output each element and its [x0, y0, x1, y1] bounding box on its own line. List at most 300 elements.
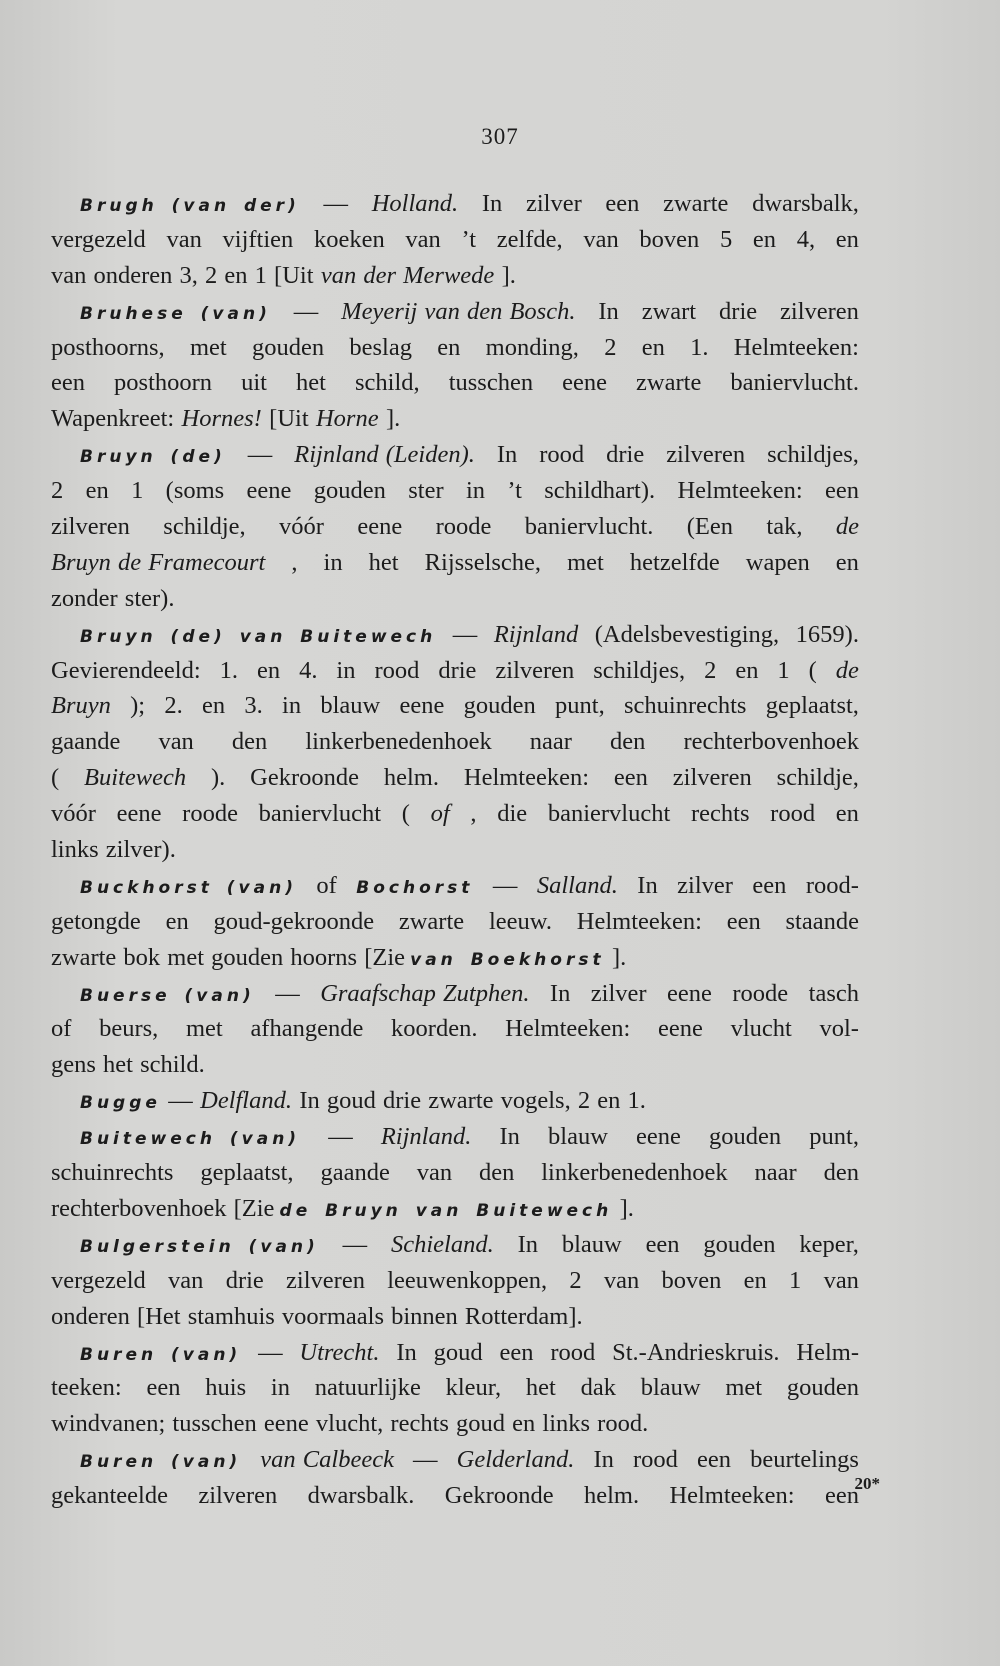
text-segment: van: [168, 1266, 204, 1294]
entry-name: Buckhorst (van): [80, 877, 297, 898]
text-segment: een: [752, 871, 787, 899]
text-segment: schuinrechts: [624, 692, 747, 720]
text-segment: boven: [661, 1266, 722, 1294]
text-line: [51, 617, 859, 653]
text-segment: met: [186, 1015, 223, 1043]
text-segment: In: [481, 190, 503, 217]
text-segment: Helmteeken:: [677, 477, 803, 505]
text-segment: vlucht: [730, 1015, 792, 1043]
text-segment: ,: [291, 548, 298, 576]
text-line: [51, 976, 859, 1012]
text-segment: zilveren: [51, 513, 130, 541]
text-segment: eene: [357, 513, 403, 541]
text-segment: eene: [399, 692, 445, 720]
text-segment: rechterbovenhoek: [683, 728, 859, 756]
text-segment: van onderen 3, 2 en 1 [Uit: [51, 261, 314, 289]
signature-mark: 20*: [854, 1474, 880, 1493]
text-segment: van: [603, 1266, 640, 1294]
italic-text: de: [835, 513, 859, 541]
text-segment: staande: [785, 907, 859, 935]
text-segment: baniervlucht: [547, 800, 671, 828]
text-segment: ].: [501, 261, 516, 289]
text-segment: blauw: [320, 692, 381, 720]
text-segment: van: [405, 225, 441, 253]
text-segment: rood-: [805, 871, 859, 899]
text-segment: 2: [51, 477, 64, 505]
text-segment: dak: [580, 1374, 616, 1402]
text-segment: goud-gekroonde: [213, 907, 375, 935]
text-segment: rechterbovenhoek [Zie: [51, 1194, 275, 1222]
text-line: [51, 1263, 859, 1299]
text-line: [51, 760, 859, 796]
text-segment: Gekroonde: [250, 764, 359, 792]
text-segment: het: [368, 548, 399, 576]
text-segment: blauw: [640, 1374, 701, 1402]
text-segment: en: [437, 333, 461, 361]
text-segment: —: [323, 190, 349, 217]
text-segment: den: [610, 728, 646, 756]
text-segment: Helmteeken:: [576, 907, 702, 935]
entry-name: Bugge: [80, 1093, 161, 1114]
text-segment: —: [247, 441, 273, 469]
text-segment: linkerbenedenhoek: [305, 728, 492, 756]
text-segment: monding,: [485, 333, 579, 361]
text-segment: —: [492, 871, 518, 899]
text-segment: baniervlucht: [258, 800, 382, 828]
text-segment: gouden: [786, 1374, 859, 1402]
text-segment: rood: [550, 1338, 596, 1366]
text-segment: windvanen; tusschen eene vlucht, rechts goud en links rood.: [51, 1410, 649, 1438]
text-segment: (Adelsbevestiging,: [594, 620, 780, 648]
italic-text: Holland.: [371, 190, 459, 217]
text-segment: In: [637, 871, 658, 899]
text-line: [51, 1011, 859, 1047]
text-segment: rood: [539, 441, 585, 469]
text-line: [51, 1155, 859, 1191]
text-segment: zonder ster).: [51, 584, 175, 612]
italic-text: Schieland.: [390, 1230, 494, 1258]
text-segment: zilveren: [495, 656, 575, 684]
text-segment: tusschen: [448, 369, 534, 397]
italic-text: Buitewech: [84, 764, 187, 792]
text-segment: —: [168, 1087, 193, 1115]
text-segment: In: [499, 1123, 520, 1151]
italic-text: Rijnland.: [380, 1123, 472, 1151]
text-segment: in: [282, 692, 302, 720]
text-segment: (: [51, 764, 60, 792]
body-text: [51, 186, 859, 1514]
text-segment: —: [452, 620, 478, 648]
entry-name: de Bruyn van Buitewech: [279, 1200, 613, 1221]
text-segment: en: [735, 656, 759, 684]
text-line: [51, 653, 859, 689]
italic-text: Salland.: [536, 871, 618, 899]
text-segment: (soms: [165, 477, 225, 505]
text-line: [51, 904, 859, 940]
text-segment: van: [416, 1159, 453, 1187]
entry-name: Brugh (van der): [80, 196, 300, 216]
text-segment: in: [323, 548, 343, 576]
text-segment: geplaatst,: [765, 692, 859, 720]
text-segment: Helmteeken:: [505, 1015, 631, 1043]
text-segment: ).: [210, 764, 226, 792]
text-segment: en: [835, 800, 859, 828]
italic-text: Bruyn de Framecourt: [51, 548, 266, 576]
text-segment: tasch: [808, 979, 859, 1007]
text-segment: den: [231, 728, 268, 756]
text-segment: zelfde,: [496, 225, 563, 253]
text-segment: rood: [770, 800, 816, 828]
text-segment: In: [396, 1338, 417, 1366]
text-segment: Gekroonde: [444, 1482, 554, 1510]
text-segment: links zilver).: [51, 836, 176, 864]
text-segment: 1: [131, 477, 144, 505]
text-segment: beurs,: [99, 1015, 159, 1043]
text-segment: gens het schild.: [51, 1051, 205, 1079]
text-segment: 2: [704, 656, 717, 684]
text-line: [51, 832, 859, 868]
italic-text: Delfland.: [200, 1087, 292, 1115]
text-segment: naar: [529, 728, 572, 756]
text-segment: en: [85, 477, 109, 505]
text-line: [51, 1191, 859, 1227]
text-line: [51, 401, 859, 437]
text-segment: boven: [639, 225, 700, 253]
text-segment: blauw: [548, 1123, 608, 1151]
italic-text: Rijnland (Leiden).: [294, 441, 475, 469]
text-segment: leeuw.: [488, 907, 552, 935]
italic-text: Horne: [315, 405, 379, 433]
text-segment: 1.: [690, 333, 709, 361]
text-segment: in: [270, 1374, 290, 1402]
text-segment: in: [465, 477, 486, 505]
text-segment: afhangende: [250, 1015, 364, 1043]
text-segment: —: [413, 1446, 438, 1474]
text-segment: 3.: [244, 692, 263, 720]
text-segment: vóór: [279, 513, 324, 541]
text-segment: 1659).: [795, 620, 859, 648]
text-segment: schuinrechts: [51, 1159, 174, 1187]
text-segment: het: [525, 1374, 556, 1402]
text-segment: gaande: [320, 1159, 390, 1187]
text-line: [51, 437, 859, 473]
text-line: [51, 1047, 859, 1083]
text-segment: het: [296, 369, 326, 397]
italic-text: Meyerij van den Bosch.: [341, 297, 576, 325]
text-segment: met: [189, 333, 227, 361]
italic-text: Bruyn: [51, 692, 111, 720]
italic-text: Hornes!: [181, 405, 262, 433]
text-segment: schildje,: [776, 764, 859, 792]
text-segment: een: [726, 907, 761, 935]
text-segment: schildjes,: [767, 441, 859, 469]
text-segment: drie: [719, 297, 758, 325]
text-line: [51, 688, 859, 724]
text-segment: keper,: [799, 1230, 859, 1258]
text-segment: Helmteeken:: [463, 764, 590, 792]
text-segment: een: [605, 190, 640, 217]
text-segment: getongde: [51, 907, 141, 935]
text-segment: vol-: [819, 1015, 859, 1043]
text-segment: schildje,: [163, 513, 246, 541]
text-segment: ’t: [461, 225, 477, 253]
entry-name: Buren (van): [80, 1344, 242, 1365]
text-segment: naar: [754, 1159, 797, 1187]
text-segment: zilveren: [198, 1482, 278, 1510]
text-segment: gouden: [703, 1230, 776, 1258]
text-segment: helm.: [583, 1482, 640, 1510]
text-segment: en: [165, 907, 189, 935]
text-segment: dwarsbalk.: [307, 1482, 415, 1510]
text-line: [51, 294, 859, 330]
text-segment: wapen: [745, 548, 810, 576]
text-segment: 4.: [299, 656, 318, 684]
text-segment: roode: [435, 513, 492, 541]
text-segment: [Uit: [269, 405, 309, 433]
text-segment: teeken:: [51, 1374, 122, 1402]
italic-text: Gelderland.: [456, 1446, 575, 1474]
text-segment: zwarte: [398, 907, 465, 935]
text-line: [51, 330, 859, 366]
text-segment: dwarsbalk,: [752, 190, 859, 217]
text-segment: St.-Andrieskruis.: [612, 1338, 780, 1366]
text-segment: In: [496, 441, 518, 469]
text-segment: zwarte: [636, 369, 702, 397]
text-segment: zilveren: [672, 764, 752, 792]
text-segment: een: [645, 1230, 680, 1258]
text-segment: schildjes,: [593, 656, 686, 684]
text-segment: In goud drie zwarte vogels, 2 en 1.: [299, 1087, 646, 1115]
text-segment: baniervlucht.: [524, 513, 654, 541]
text-line: [51, 258, 859, 294]
text-segment: —: [328, 1123, 353, 1151]
text-segment: ,: [470, 800, 477, 828]
text-segment: rechts: [690, 800, 750, 828]
text-segment: drie: [225, 1266, 264, 1294]
text-segment: zwarte bok met gouden hoorns [Zie: [51, 943, 406, 971]
text-segment: 5: [719, 225, 733, 253]
text-segment: roode: [182, 800, 238, 828]
text-segment: posthoorns,: [51, 333, 165, 361]
text-segment: In: [517, 1230, 538, 1258]
text-segment: ].: [619, 1194, 634, 1222]
text-segment: rood: [632, 1446, 678, 1474]
text-segment: zilveren: [286, 1266, 365, 1294]
text-segment: en: [835, 225, 859, 253]
text-segment: uit: [241, 369, 267, 397]
text-segment: helm.: [383, 764, 439, 792]
page-number: 307: [481, 124, 519, 149]
text-line: [51, 1299, 859, 1335]
italic-text: Utrecht.: [299, 1338, 380, 1366]
text-segment: In: [549, 979, 571, 1007]
text-segment: hetzelfde: [629, 548, 720, 576]
italic-text: Rijnland: [493, 620, 579, 648]
text-line: [51, 1478, 859, 1514]
text-line: [51, 186, 859, 222]
text-line: [51, 1227, 859, 1263]
text-line: [51, 796, 859, 832]
text-segment: Helm-: [796, 1338, 859, 1366]
text-segment: (: [401, 800, 410, 828]
text-segment: Helmteeken:: [669, 1482, 795, 1510]
text-line: [51, 1442, 859, 1478]
text-line: [51, 222, 859, 258]
text-segment: ster: [408, 477, 444, 505]
text-segment: drie: [438, 656, 477, 684]
text-line: [51, 1406, 859, 1442]
text-segment: die: [497, 800, 528, 828]
text-segment: blauw: [561, 1230, 622, 1258]
text-segment: Helmteeken:: [733, 333, 859, 361]
text-segment: baniervlucht.: [730, 369, 859, 397]
text-segment: gouden: [463, 692, 536, 720]
text-segment: leeuwenkoppen,: [387, 1266, 548, 1294]
text-segment: en: [835, 548, 859, 576]
text-segment: 1: [789, 1266, 802, 1294]
text-segment: een: [696, 1446, 731, 1474]
text-segment: 2: [569, 1266, 582, 1294]
text-segment: en: [752, 225, 777, 253]
text-segment: —: [342, 1230, 368, 1258]
text-segment: gaande: [51, 728, 121, 756]
text-segment: natuurlijke: [314, 1374, 421, 1402]
text-segment: gouden: [709, 1123, 782, 1151]
text-segment: (Een: [686, 513, 734, 541]
text-segment: 4,: [796, 225, 816, 253]
entry-name: Bruhese (van): [80, 303, 271, 324]
text-segment: een: [825, 477, 859, 505]
text-segment: of: [316, 871, 337, 899]
text-segment: eene: [562, 369, 607, 397]
text-segment: zilver: [590, 979, 647, 1007]
text-segment: eene: [658, 1015, 703, 1043]
text-segment: schild,: [355, 369, 420, 397]
text-segment: —: [293, 297, 319, 325]
text-segment: een: [146, 1374, 181, 1402]
entry-name: Bruyn (de) van Buitewech: [80, 626, 437, 647]
italic-text: van Calbeeck: [260, 1446, 394, 1474]
text-line: [51, 473, 859, 509]
text-segment: onderen [Het stamhuis voormaals binnen Rotterdam].: [51, 1302, 583, 1330]
text-line: [51, 868, 859, 904]
text-segment: met: [567, 548, 604, 576]
text-segment: een: [499, 1338, 534, 1366]
text-segment: met: [725, 1374, 763, 1402]
text-line: [51, 1119, 859, 1155]
text-segment: van: [166, 225, 202, 253]
text-segment: zilver: [525, 190, 582, 217]
text-line: [51, 545, 859, 581]
text-segment: tak,: [766, 513, 803, 541]
text-line: [51, 365, 859, 401]
italic-text: de: [835, 656, 859, 684]
text-segment: een: [824, 1482, 859, 1510]
text-segment: huis: [205, 1374, 247, 1402]
text-segment: rood: [374, 656, 420, 684]
text-segment: koorden.: [391, 1015, 478, 1043]
text-segment: van: [823, 1266, 859, 1294]
entry-name: Bochorst: [356, 877, 474, 898]
text-segment: roode: [732, 979, 789, 1007]
text-segment: en: [743, 1266, 767, 1294]
text-segment: (: [808, 656, 817, 684]
text-segment: Wapenkreet:: [51, 405, 175, 433]
entry-name: Buren (van): [80, 1452, 242, 1473]
text-segment: Gevierendeeld:: [51, 656, 201, 684]
text-segment: den: [823, 1159, 859, 1187]
text-segment: schildhart).: [544, 477, 656, 505]
entry-name: Bulgerstein (van): [80, 1236, 319, 1257]
entry-name: Bruyn (de): [80, 447, 226, 468]
entry-name: van Boekhorst: [410, 949, 605, 970]
text-segment: drie: [606, 441, 645, 469]
text-segment: van: [158, 728, 194, 756]
text-segment: In: [598, 297, 619, 325]
italic-text: Graafschap Zutphen.: [320, 979, 530, 1007]
text-segment: ’t: [507, 477, 522, 505]
text-segment: geplaatst,: [200, 1159, 294, 1187]
text-segment: eene: [667, 979, 712, 1007]
text-segment: 2.: [164, 692, 183, 720]
text-line: [51, 940, 859, 976]
text-segment: —: [275, 979, 300, 1007]
text-segment: zilveren: [666, 441, 746, 469]
text-segment: punt,: [555, 692, 605, 720]
entry-name: Buitewech (van): [80, 1129, 301, 1150]
text-line: [51, 724, 859, 760]
text-segment: en: [256, 656, 281, 684]
text-segment: den: [478, 1159, 515, 1187]
text-segment: vóór: [51, 800, 96, 828]
text-segment: linkerbenedenhoek: [541, 1159, 728, 1187]
text-segment: kleur,: [445, 1374, 502, 1402]
text-segment: gouden: [251, 333, 325, 361]
text-line: [51, 509, 859, 545]
text-segment: eene: [246, 477, 292, 505]
text-segment: beurtelings: [750, 1446, 859, 1474]
text-segment: vijftien: [222, 225, 294, 253]
text-segment: Rijsselsche,: [424, 548, 542, 576]
italic-text: of: [430, 800, 450, 828]
text-segment: en: [202, 692, 226, 720]
text-segment: in: [336, 656, 356, 684]
text-segment: of: [51, 1015, 72, 1043]
text-segment: );: [130, 692, 146, 720]
text-line: [51, 581, 859, 617]
text-segment: posthoorn: [114, 369, 213, 397]
entry-name: Buerse (van): [80, 985, 255, 1006]
text-segment: ].: [611, 943, 627, 971]
text-segment: 2: [604, 333, 617, 361]
text-segment: en: [641, 333, 665, 361]
text-segment: beslag: [349, 333, 412, 361]
text-segment: een: [51, 369, 85, 397]
text-segment: zilveren: [780, 297, 859, 325]
text-segment: zwarte: [663, 190, 729, 217]
text-segment: ].: [385, 405, 401, 433]
text-segment: een: [613, 764, 648, 792]
text-line: [51, 1370, 859, 1406]
text-segment: eene: [636, 1123, 681, 1151]
text-line: [51, 1083, 859, 1119]
text-segment: 1.: [219, 656, 238, 684]
italic-text: van der Merwede: [320, 261, 495, 289]
text-segment: gouden: [313, 477, 386, 505]
text-segment: van: [583, 225, 619, 253]
text-segment: eene: [116, 800, 162, 828]
text-segment: vergezeld: [51, 225, 146, 253]
